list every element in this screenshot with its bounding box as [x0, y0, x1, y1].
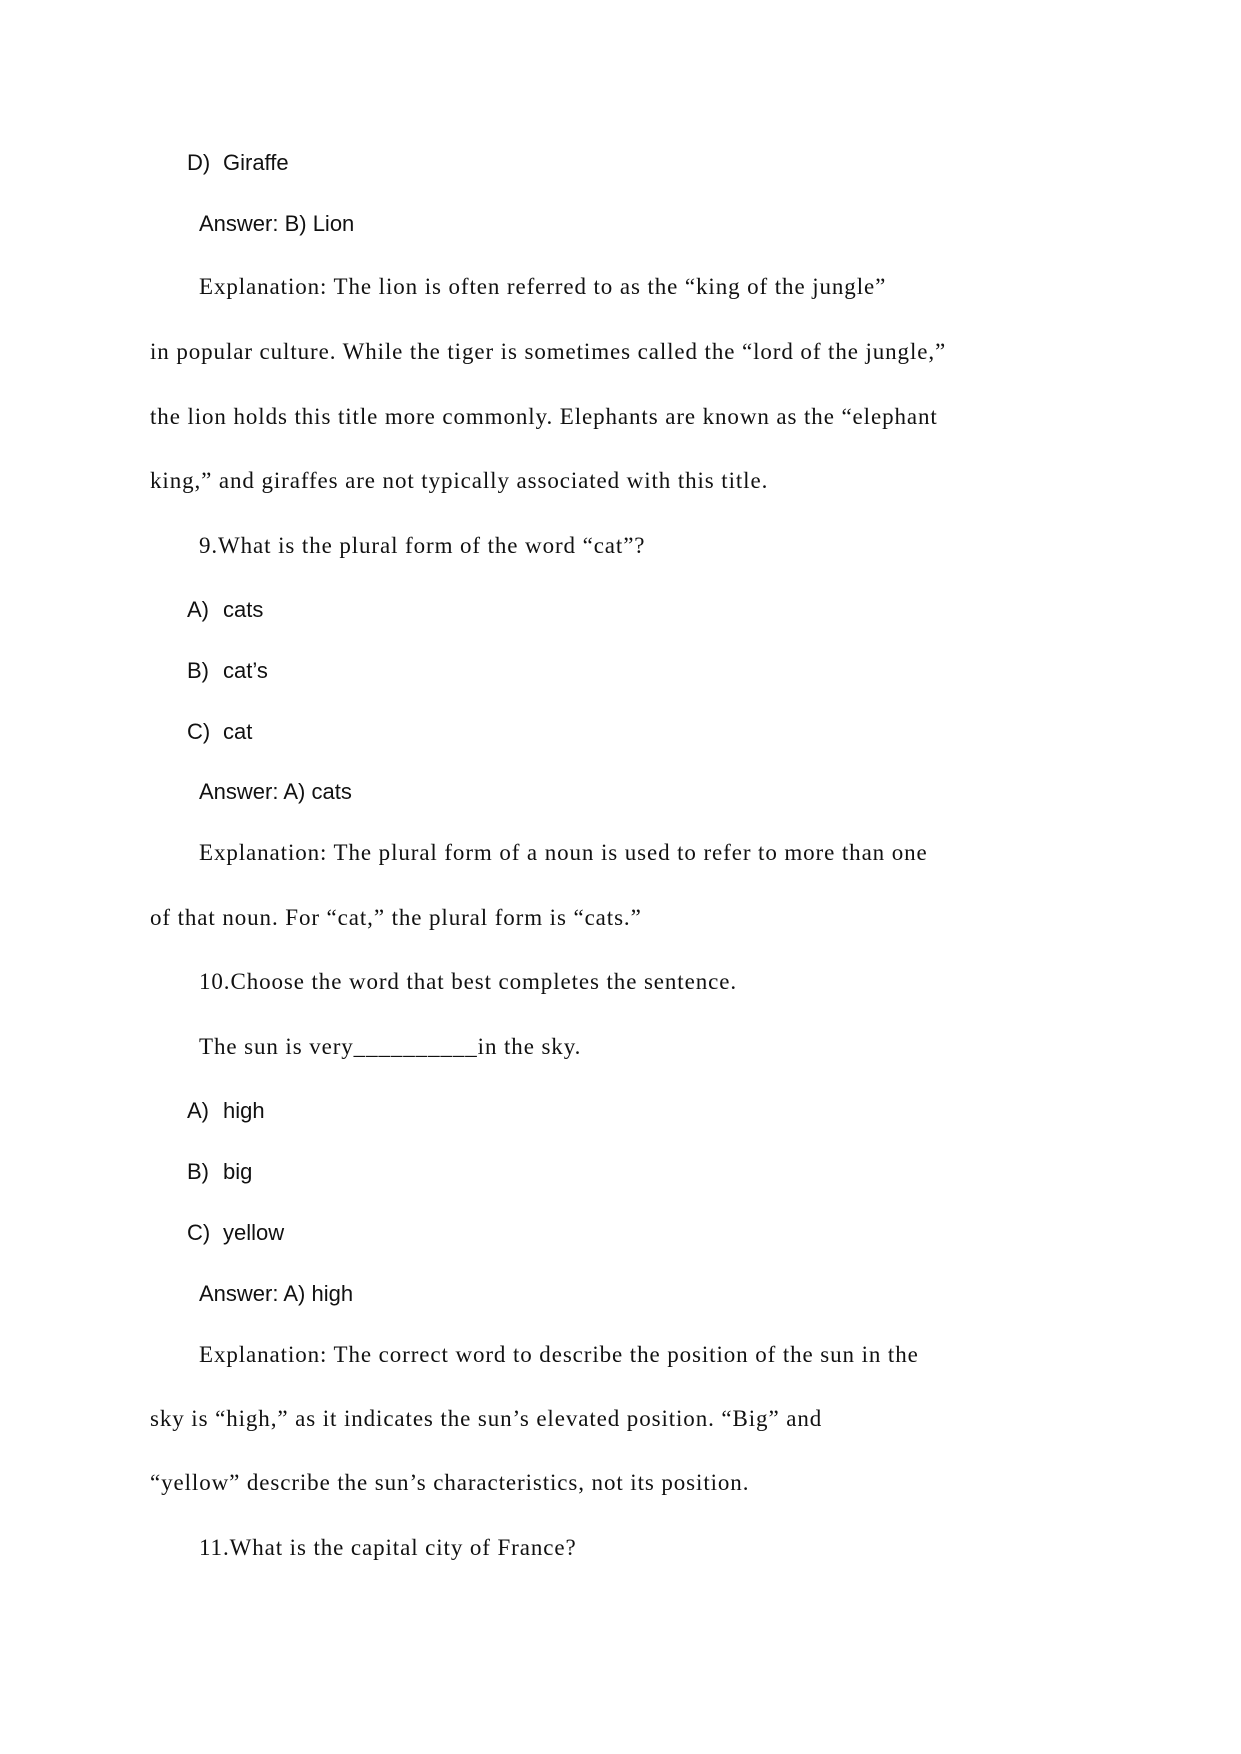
option-b — [187, 658, 268, 684]
explanation-q10-line-1: Explanation: The correct word to describe the position of the sun in the — [199, 1342, 919, 1367]
option-b — [187, 1159, 252, 1185]
option-text: Giraffe — [223, 150, 289, 175]
question-10-sentence: The sun is very__________in the sky. — [199, 1034, 582, 1059]
explanation-q9-line-2: of that noun. For “cat,” the plural form is “cats.” — [150, 905, 642, 930]
option-a — [187, 1098, 265, 1124]
option-text: cats — [223, 597, 264, 622]
option-c — [187, 719, 252, 745]
question-9: 9.What is the plural form of the word “cat”? — [199, 533, 646, 558]
explanation-q8-line-3: the lion holds this title more commonly. Elephants are known as the “elephant — [150, 404, 938, 429]
option-a — [187, 597, 263, 623]
option-letter: C) — [187, 1220, 211, 1245]
explanation-q8-line-1: Explanation: The lion is often referred to as the “king of the jungle” — [199, 274, 887, 299]
option-letter: B) — [187, 658, 209, 683]
explanation-q10-line-2: sky is “high,” as it indicates the sun’s elevated position. “Big” and — [150, 1406, 823, 1431]
option-text: cat’s — [223, 658, 268, 683]
explanation-q9-line-1: Explanation: The plural form of a noun is used to refer to more than one — [199, 840, 928, 865]
question-10: 10.Choose the word that best completes the sentence. — [199, 969, 737, 994]
explanation-q8-line-4: king,” and giraffes are not typically associated with this title. — [150, 468, 769, 493]
option-text: high — [223, 1098, 265, 1123]
option-letter: C) — [187, 719, 211, 744]
option-text: yellow — [223, 1220, 285, 1245]
answer-q9: Answer: A) cats — [199, 779, 352, 804]
option-letter: B) — [187, 1159, 209, 1184]
explanation-q10-line-3: “yellow” describe the sun’s characteristics, not its position. — [150, 1470, 750, 1495]
option-d — [187, 150, 289, 176]
option-text: cat — [223, 719, 253, 744]
option-text: big — [223, 1159, 253, 1184]
answer-q10: Answer: A) high — [199, 1281, 354, 1306]
option-c — [187, 1220, 284, 1246]
explanation-q8-line-2: in popular culture. While the tiger is sometimes called the “lord of the jungle,” — [150, 339, 947, 364]
option-letter: A) — [187, 1098, 209, 1123]
option-letter: D) — [187, 150, 211, 175]
answer-q8: Answer: B) Lion — [199, 211, 355, 236]
question-11: 11.What is the capital city of France? — [199, 1535, 577, 1560]
option-letter: A) — [187, 597, 209, 622]
